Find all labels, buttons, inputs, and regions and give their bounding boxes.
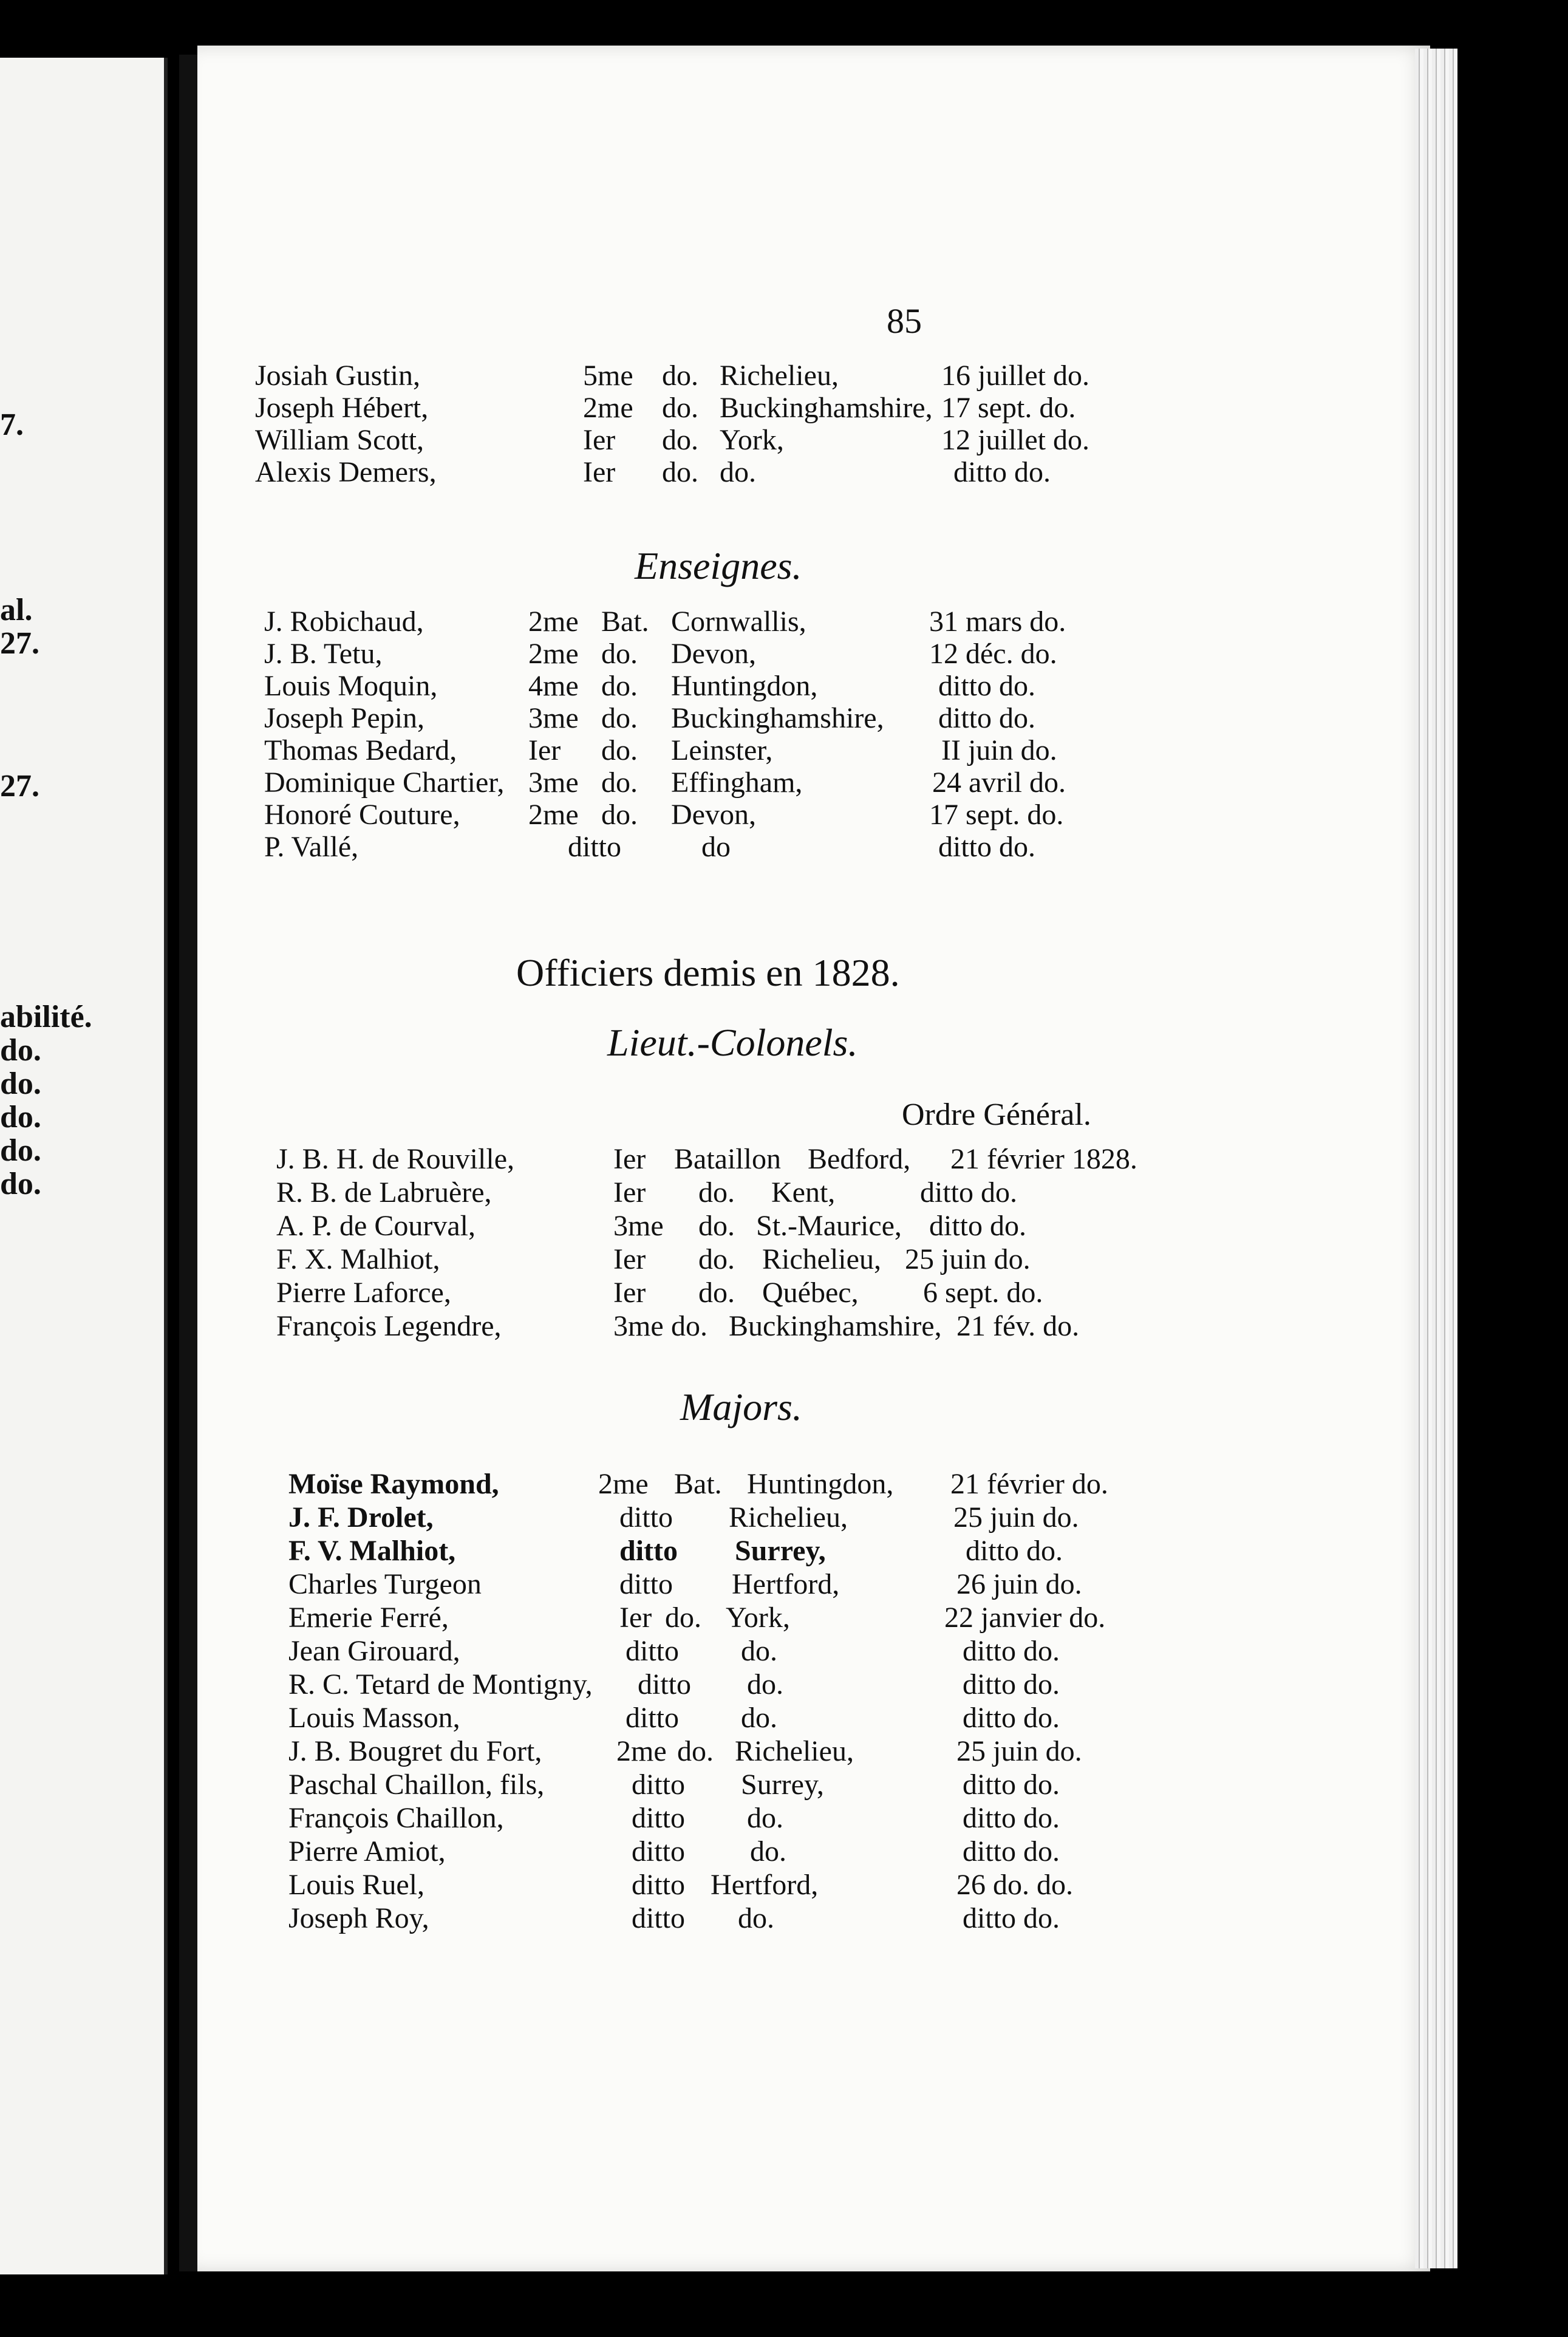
officer-name: J. B. Tetu, xyxy=(264,638,383,670)
officer-name: William Scott, xyxy=(255,424,424,456)
battalion: 2me xyxy=(528,799,579,831)
date: ditto do. xyxy=(963,1902,1060,1934)
left-fragment: do. xyxy=(0,1100,41,1134)
rank: do. xyxy=(698,1210,735,1242)
place: Hertford, xyxy=(732,1568,840,1600)
battalion: Ier xyxy=(613,1277,646,1309)
date: ditto do. xyxy=(938,831,1036,863)
date: 16 juillet do. xyxy=(941,360,1089,392)
date: 12 déc. do. xyxy=(929,638,1057,670)
rank: do. xyxy=(665,1602,701,1634)
battalion: 3me xyxy=(528,702,579,734)
book-page xyxy=(197,46,1430,2271)
officer-name: Charles Turgeon xyxy=(288,1568,482,1600)
date: ditto do. xyxy=(963,1769,1060,1801)
rank: ditto xyxy=(625,1702,680,1734)
rank: ditto xyxy=(619,1535,678,1567)
battalion: 4me xyxy=(528,670,579,702)
rank: ditto xyxy=(632,1769,686,1801)
place: Hertford, xyxy=(711,1869,819,1901)
place: Buckinghamshire, xyxy=(729,1310,942,1342)
officer-name: Louis Moquin, xyxy=(264,670,438,702)
place: do xyxy=(701,831,731,863)
rank: do. xyxy=(698,1277,735,1309)
place: Devon, xyxy=(671,638,756,670)
place: Leinster, xyxy=(671,734,773,766)
rank: do. xyxy=(601,638,638,670)
battalion: 3me xyxy=(528,766,579,799)
battalion: Ier xyxy=(583,424,616,456)
rank: ditto xyxy=(632,1902,686,1934)
place: do. xyxy=(747,1802,783,1834)
officer-name: Paschal Chaillon, fils, xyxy=(288,1769,545,1801)
place: Richelieu, xyxy=(729,1501,848,1534)
rank: do. xyxy=(662,424,698,456)
place: Surrey, xyxy=(735,1535,826,1567)
left-fragment: do. xyxy=(0,1033,41,1068)
date: 31 mars do. xyxy=(929,606,1066,638)
rank: do. xyxy=(698,1243,735,1275)
date: 21 février do. xyxy=(950,1468,1108,1500)
place: do. xyxy=(738,1902,774,1934)
date: ditto do. xyxy=(963,1702,1060,1734)
officer-name: Thomas Bedard, xyxy=(264,734,457,766)
rank: ditto xyxy=(568,831,622,863)
date: 25 juin do. xyxy=(953,1501,1079,1534)
section-title-officiers-demis: Officiers demis en 1828. xyxy=(516,951,900,994)
place: Huntingdon, xyxy=(747,1468,894,1500)
date: 25 juin do. xyxy=(956,1735,1082,1767)
date: 24 avril do. xyxy=(932,766,1066,799)
officer-name: P. Vallé, xyxy=(264,831,359,863)
battalion: 2me xyxy=(583,392,633,424)
battalion: Ier xyxy=(619,1602,652,1634)
rank: do. xyxy=(662,360,698,392)
battalion: 5me xyxy=(583,360,633,392)
officer-name: François Legendre, xyxy=(276,1310,502,1342)
officer-name: François Chaillon, xyxy=(288,1802,504,1834)
rank: ditto xyxy=(632,1802,686,1834)
rank: do. xyxy=(601,766,638,799)
place: Devon, xyxy=(671,799,756,831)
place: Bedford, xyxy=(808,1143,911,1175)
place: Cornwallis, xyxy=(671,606,806,638)
officer-name: Jean Girouard, xyxy=(288,1635,460,1667)
left-fragment: 27. xyxy=(0,769,39,803)
battalion: Ier xyxy=(613,1243,646,1275)
place: Québec, xyxy=(762,1277,859,1309)
place: Richelieu, xyxy=(720,360,839,392)
section-heading-majors: Majors. xyxy=(680,1385,802,1428)
battalion: 2me xyxy=(598,1468,649,1500)
place: Surrey, xyxy=(741,1769,824,1801)
place: do. xyxy=(741,1635,777,1667)
officer-name: Joseph Pepin, xyxy=(264,702,424,734)
officer-name: Honoré Couture, xyxy=(264,799,460,831)
section-heading-enseignes: Enseignes. xyxy=(635,544,802,587)
rank: do. xyxy=(601,702,638,734)
place: Richelieu, xyxy=(762,1243,881,1275)
date: ditto do. xyxy=(966,1535,1063,1567)
rank: do. xyxy=(677,1735,714,1767)
rank: do. xyxy=(662,392,698,424)
left-fragment: do. xyxy=(0,1133,41,1168)
battalion: 2me xyxy=(528,638,579,670)
rank: do. xyxy=(671,1310,707,1342)
date: II juin do. xyxy=(941,734,1057,766)
left-fragment: al. xyxy=(0,593,33,627)
left-fragment: abilité. xyxy=(0,1000,92,1034)
date: ditto do. xyxy=(963,1668,1060,1701)
place: do. xyxy=(750,1835,786,1868)
officer-name: Joseph Hébert, xyxy=(255,392,429,424)
page-number: 85 xyxy=(887,301,922,341)
officer-name: F. X. Malhiot, xyxy=(276,1243,440,1275)
officer-name: R. C. Tetard de Montigny, xyxy=(288,1668,593,1701)
date: 25 juin do. xyxy=(905,1243,1031,1275)
rank: do. xyxy=(601,670,638,702)
left-fragment: 7. xyxy=(0,408,24,442)
date: 26 juin do. xyxy=(956,1568,1082,1600)
date: 12 juillet do. xyxy=(941,424,1089,456)
place: Huntingdon, xyxy=(671,670,818,702)
date: 26 do. do. xyxy=(956,1869,1073,1901)
officer-name: J. Robichaud, xyxy=(264,606,424,638)
officer-name: Josiah Gustin, xyxy=(255,360,421,392)
officer-name: J. B. H. de Rouville, xyxy=(276,1143,514,1175)
rank: Bataillon xyxy=(674,1143,781,1175)
date: ditto do. xyxy=(963,1802,1060,1834)
date: 17 sept. do. xyxy=(941,392,1076,424)
rank: ditto xyxy=(632,1869,686,1901)
place: York, xyxy=(726,1602,790,1634)
officer-name: Pierre Amiot, xyxy=(288,1835,446,1868)
rank: Bat. xyxy=(601,606,649,638)
officer-name: Louis Ruel, xyxy=(288,1869,424,1901)
officer-name: Pierre Laforce, xyxy=(276,1277,451,1309)
battalion: 2me xyxy=(616,1735,667,1767)
officer-name: Alexis Demers, xyxy=(255,456,437,488)
battalion: Ier xyxy=(613,1143,646,1175)
left-fragment: 27. xyxy=(0,626,39,661)
date: 21 fév. do. xyxy=(956,1310,1080,1342)
section-heading-lieut-colonels: Lieut.-Colonels. xyxy=(607,1021,858,1064)
officer-name: Dominique Chartier, xyxy=(264,766,505,799)
officer-name: J. B. Bougret du Fort, xyxy=(288,1735,542,1767)
rank: do. xyxy=(601,734,638,766)
left-fragment: do. xyxy=(0,1066,41,1101)
rank: ditto xyxy=(638,1668,692,1701)
battalion: Ier xyxy=(613,1176,646,1209)
place: Richelieu, xyxy=(735,1735,854,1767)
battalion: Ier xyxy=(528,734,561,766)
date: 6 sept. do. xyxy=(923,1277,1043,1309)
officer-name: F. V. Malhiot, xyxy=(288,1535,456,1567)
rank: do. xyxy=(662,456,698,488)
rank: ditto xyxy=(619,1501,673,1534)
battalion: 3me xyxy=(613,1210,664,1242)
rank: Bat. xyxy=(674,1468,722,1500)
officer-name: Emerie Ferré, xyxy=(288,1602,449,1634)
officer-name: Louis Masson, xyxy=(288,1702,460,1734)
battalion: Ier xyxy=(583,456,616,488)
place: York, xyxy=(720,424,784,456)
place: St.-Maurice, xyxy=(756,1210,902,1242)
date: ditto do. xyxy=(963,1835,1060,1868)
page-edge xyxy=(1415,49,1457,2268)
date: ditto do. xyxy=(953,456,1051,488)
place: Effingham, xyxy=(671,766,803,799)
rank: ditto xyxy=(619,1568,673,1600)
left-fragment: do. xyxy=(0,1167,41,1201)
book-spine xyxy=(179,55,197,2271)
battalion: 3me xyxy=(613,1310,664,1342)
officer-name: A. P. de Courval, xyxy=(276,1210,476,1242)
rank: ditto xyxy=(632,1835,686,1868)
officer-name: R. B. de Labruère, xyxy=(276,1176,492,1209)
ordre-general-label: Ordre Général. xyxy=(902,1097,1091,1132)
officer-name: Joseph Roy, xyxy=(288,1902,429,1934)
officer-name: Moïse Raymond, xyxy=(288,1468,499,1500)
left-page-fragment xyxy=(0,58,168,2274)
date: ditto do. xyxy=(920,1176,1018,1209)
place: do. xyxy=(747,1668,783,1701)
date: 17 sept. do. xyxy=(929,799,1064,831)
date: ditto do. xyxy=(929,1210,1027,1242)
rank: do. xyxy=(698,1176,735,1209)
place: Buckinghamshire, xyxy=(671,702,884,734)
date: ditto do. xyxy=(963,1635,1060,1667)
place: do. xyxy=(741,1702,777,1734)
rank: do. xyxy=(601,799,638,831)
date: 22 janvier do. xyxy=(944,1602,1106,1634)
officer-name: J. F. Drolet, xyxy=(288,1501,434,1534)
date: ditto do. xyxy=(938,702,1036,734)
battalion: 2me xyxy=(528,606,579,638)
rank: ditto xyxy=(625,1635,680,1667)
date: ditto do. xyxy=(938,670,1036,702)
place: Buckinghamshire, xyxy=(720,392,933,424)
place: do. xyxy=(720,456,756,488)
date: 21 février 1828. xyxy=(950,1143,1137,1175)
place: Kent, xyxy=(771,1176,836,1209)
